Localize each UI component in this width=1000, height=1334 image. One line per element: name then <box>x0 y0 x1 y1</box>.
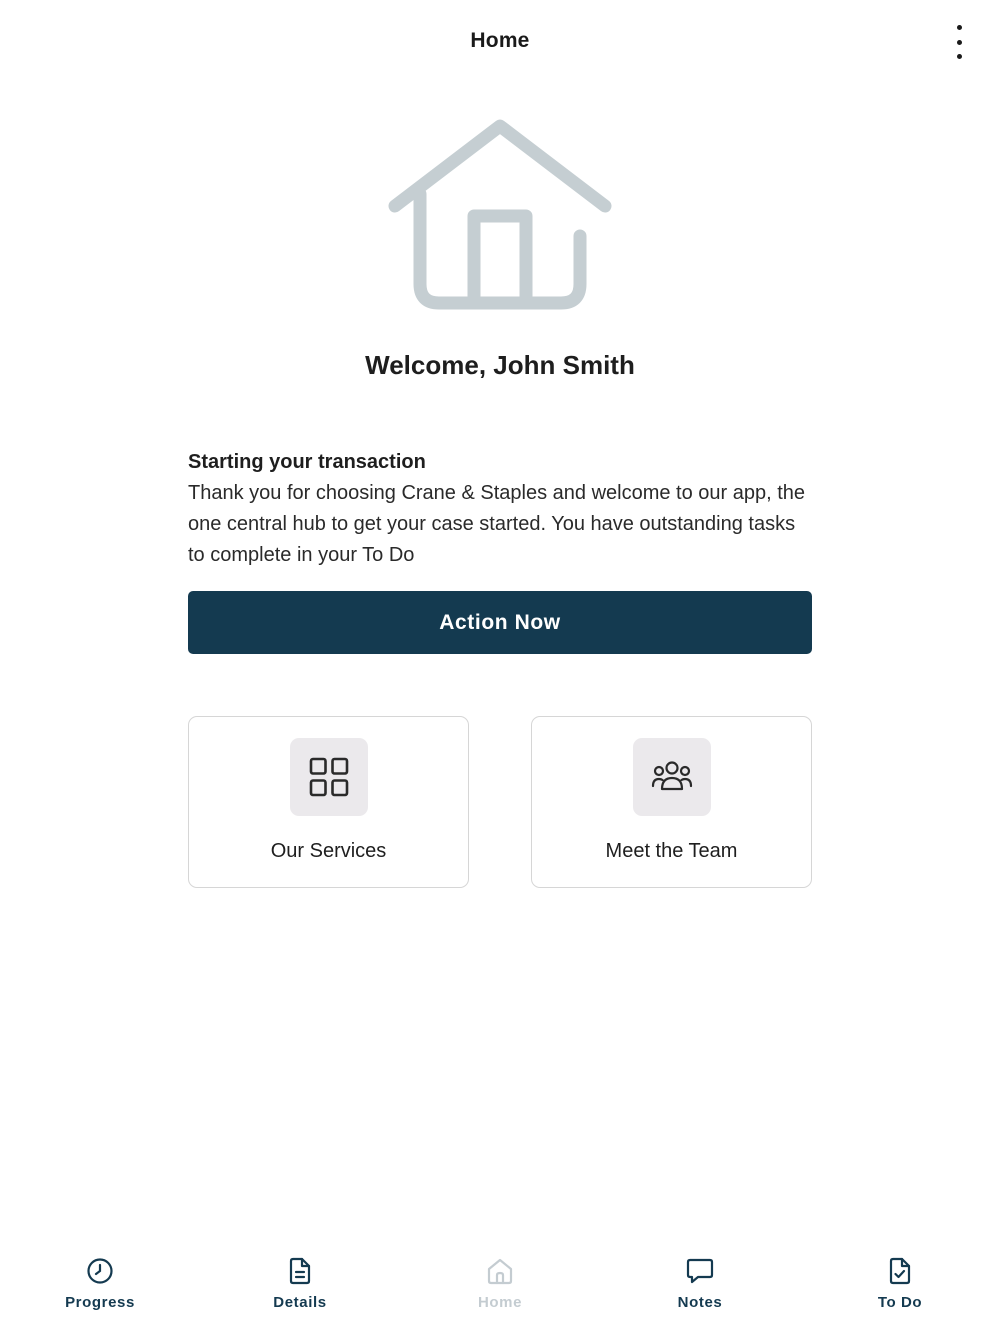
grid-icon <box>290 738 368 816</box>
our-services-label: Our Services <box>270 840 387 862</box>
top-bar <box>0 0 1000 84</box>
nav-item-notes[interactable] <box>630 1256 770 1318</box>
nav-label-home: Home <box>477 1294 523 1311</box>
house-illustration <box>380 112 620 322</box>
house-icon <box>380 112 620 322</box>
nav-label-notes: Notes <box>677 1294 723 1311</box>
more-options-button[interactable] <box>944 22 974 62</box>
action-now-button[interactable]: Action Now <box>188 591 812 654</box>
intro-heading: Starting your transaction <box>188 451 426 473</box>
meet-the-team-label: Meet the Team <box>605 840 738 862</box>
nav-item-progress[interactable] <box>30 1256 170 1318</box>
nav-item-home[interactable] <box>430 1256 570 1318</box>
intro-body: Thank you for choosing Crane & Staples and welcome to our app, the one central hub to get your case started. You have outstanding tasks to complete in your To Do <box>188 482 806 566</box>
page-title: Home <box>470 29 530 52</box>
home-icon <box>485 1256 515 1286</box>
welcome-message: Welcome, John Smith <box>365 350 635 380</box>
document-icon <box>285 1256 315 1286</box>
clock-icon <box>85 1256 115 1286</box>
nav-label-details: Details <box>273 1294 327 1311</box>
nav-item-details[interactable] <box>230 1256 370 1318</box>
intro-section <box>188 448 813 571</box>
nav-item-to-do[interactable] <box>830 1256 970 1318</box>
more-vertical-icon <box>957 25 962 30</box>
meet-the-team-card[interactable] <box>531 716 812 888</box>
bottom-navigation <box>0 1240 1000 1334</box>
users-icon <box>633 738 711 816</box>
nav-label-progress: Progress <box>65 1294 135 1311</box>
nav-label-to-do: To Do <box>877 1294 923 1311</box>
our-services-card[interactable] <box>188 716 469 888</box>
message-icon <box>685 1256 715 1286</box>
checklist-document-icon <box>885 1256 915 1286</box>
